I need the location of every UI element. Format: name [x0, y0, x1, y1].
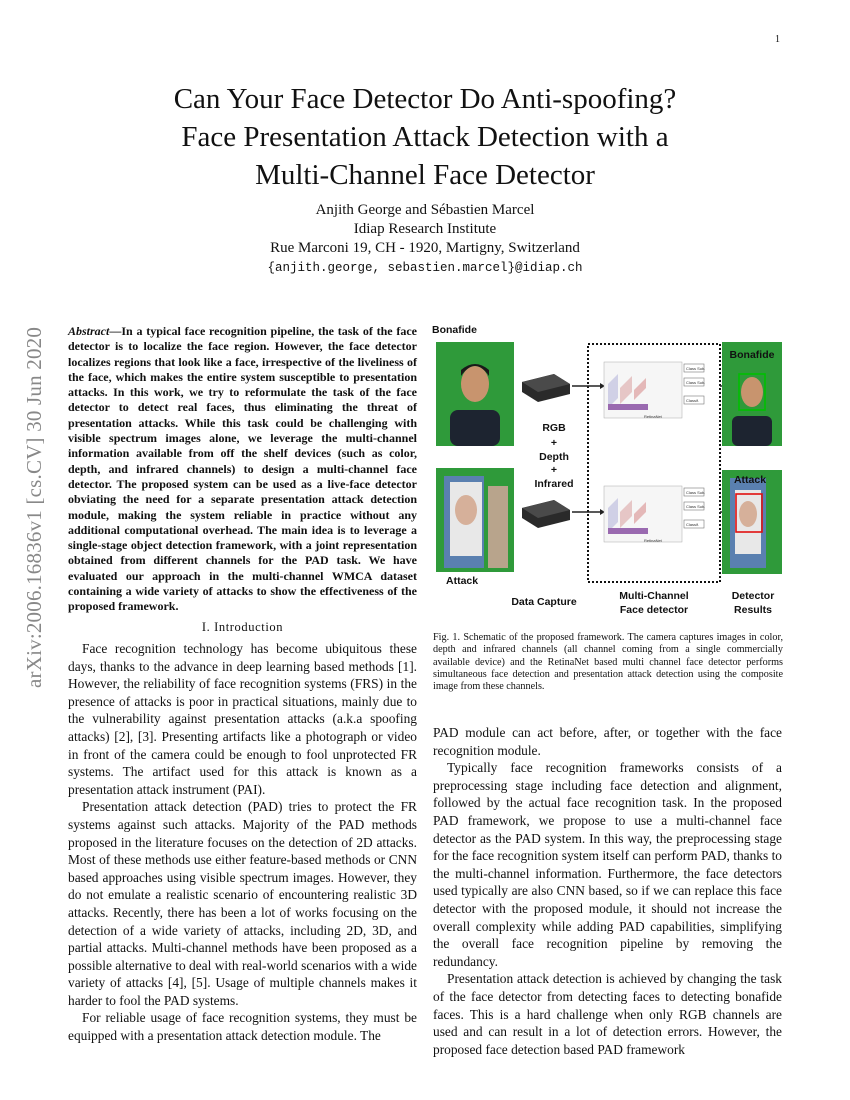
section-heading: I. Introduction: [201, 620, 284, 634]
paragraph: Presentation attack detection is achieved by changing the task of the face detector from detecting faces to detecting bonafide faces. This is a hard challenge when only RGB channels are used and can result in a lot of detection errors. However, the proposed face detection based PAD framework: [433, 971, 782, 1057]
subnet-label: Class Sub.: [686, 366, 706, 371]
author-names: Anjith George and Sébastien Marcel: [315, 202, 535, 218]
framework-schematic: [432, 318, 784, 624]
subnet-label: Class Sub.: [686, 504, 706, 509]
paragraph: Face recognition technology has become ubiquitous these days, thanks to the advance in deep learning based methods [1]. However, the reliability of face recognition systems (FRS) in the presence of attacks is poor in practical situations, mainly due to the vulnerability against presentation attacks (a.k.a spoofing attacks) [2], [3]. Presenting artifacts like a photograph or video in front of the camera could be enough to fool unprotected FR systems. The artifact used for this attack is known as a presentation attack instrument (PAI).: [68, 641, 417, 797]
abstract-label: Abstract: [68, 324, 110, 338]
abstract: [68, 324, 417, 615]
label-results-1: Detector: [731, 590, 775, 602]
paper-title: [70, 80, 780, 194]
author-email: {anjith.george, sebastien.marcel}@idiap.ch: [267, 261, 583, 275]
title-line-1: Can Your Face Detector Do Anti-spoofing?: [173, 83, 677, 115]
subnet-label: Class Sub.: [686, 380, 706, 385]
label-depth: Depth: [539, 451, 569, 463]
label-results-2: Results: [734, 604, 772, 616]
subnet-label: Classif.: [686, 398, 700, 403]
attack-face-icon: [444, 476, 508, 568]
label-infrared: Infrared: [534, 478, 574, 490]
retinanet-label: RetinaNet: [644, 538, 662, 543]
label-bonafide-right: Bonafide: [729, 349, 775, 361]
paragraph: Presentation attack detection (PAD) tries to protect the FR systems against such attacks. Majority of the PAD methods proposed in the literature focuses on the detection of 2D attacks. Most of these methods use either feature-based methods or CNN based approaches using visible spectrum images. However, they do not emulate a realistic scenario of encountering realistic 3D attacks. Recently, there has been a lot of works focusing on the detection of a wide variety of attacks, including 2D, 3D, and partial attacks. Multi-channel methods have been proposed as a possible alternative to deal with real-world scenarios with a wide variety of attacks [4], [5]. Usage of multiple channels makes it harder to fool the PAD systems.: [68, 799, 417, 1008]
right-column: [433, 724, 782, 1058]
label-mcfd-1: Multi-Channel: [619, 590, 689, 602]
label-rgb: RGB: [542, 422, 566, 434]
label-data-capture: Data Capture: [511, 596, 577, 608]
label-bonafide-left: Bonafide: [432, 324, 477, 336]
title-line-3: Multi-Channel Face Detector: [255, 159, 595, 191]
label-attack-right: Attack: [733, 474, 767, 486]
title-line-2: Face Presentation Attack Detection with a: [181, 121, 669, 153]
retinanet-diagram: [604, 362, 705, 419]
result-attack-face-icon: [730, 478, 766, 568]
label-plus: +: [550, 437, 558, 449]
figure-caption: Fig. 1. Schematic of the proposed framework. The camera captures images in color, depth and infrared channels (all channel coming from a single commercially available device) and the RetinaNet based multi channel face detector performs simultaneous face detection and presentation attack detection using the composite image from these channels.: [433, 632, 783, 693]
subnet-label: Classif.: [686, 522, 700, 527]
author-address: Rue Marconi 19, CH - 1920, Martigny, Switzerland: [270, 240, 580, 256]
retinanet-diagram: [604, 486, 705, 543]
left-column: [68, 640, 417, 1045]
arxiv-stamp: [20, 298, 46, 798]
camera-icon: [522, 374, 570, 402]
label-attack-left: Attack: [446, 575, 479, 587]
paragraph: PAD module can act before, after, or together with the face recognition module.: [433, 725, 782, 758]
camera-icon: [522, 500, 570, 528]
arxiv-stamp-text: arXiv:2006.16836v1 [cs.CV] 30 Jun 2020: [22, 326, 46, 688]
abstract-text: —In a typical face recognition pipeline, the task of the face detector is to localize the face region. However, the face detector localizes regions that look like a face, irrespective of the liveliness of the face, which makes the entire system susceptible to presentation attacks. In this work, we try to reformulate the task of the face detector to detect real faces, thus eliminating the threat of presentation attacks. While this task could be challenging with visible spectrum images alone, we leverage the multi-channel information available from off the shelf devices (such as color, depth, and infrared channels) to design a multi-channel face detector. The proposed system can be used as a live-face detector obviating the need for a separate presentation attack detection module, making the system reliable in practice without any additional computational overhead. The main idea is to leverage a single-stage object detection framework, with a joint representation obtained from different channels for the PAD task. We have evaluated our approach in the multi-channel WMCA dataset containing a wide variety of attacks to show the effectiveness of the proposed framework.: [68, 324, 417, 614]
subnet-label: Class Sub.: [686, 490, 706, 495]
page-number: 1: [775, 34, 780, 45]
label-mcfd-2: Face detector: [619, 604, 689, 616]
label-plus: +: [550, 464, 558, 476]
paragraph: For reliable usage of face recognition systems, they must be equipped with a presentation attack detection module. The: [68, 1010, 417, 1044]
author-institute: Idiap Research Institute: [353, 221, 497, 237]
figure-1: [432, 318, 784, 624]
paragraph: Typically face recognition frameworks consists of a preprocessing stage including face detection and alignment, followed by the actual face recognition task. In the proposed PAD framework, we propose to use a multi-channel face detector as the PAD system. In this way, the preprocessing stage for the face recognition system itself can perform PAD, thanks to the multi-channel information. Furthermore, the face detectors used typically are also CNN based, so if we can replace this face detector with the proposed module, it should not increase the overall complexity while adding PAD capabilities, simplifying the overall face recognition pipeline by removing the redundancy.: [433, 760, 782, 969]
retinanet-label: RetinaNet: [644, 414, 662, 419]
